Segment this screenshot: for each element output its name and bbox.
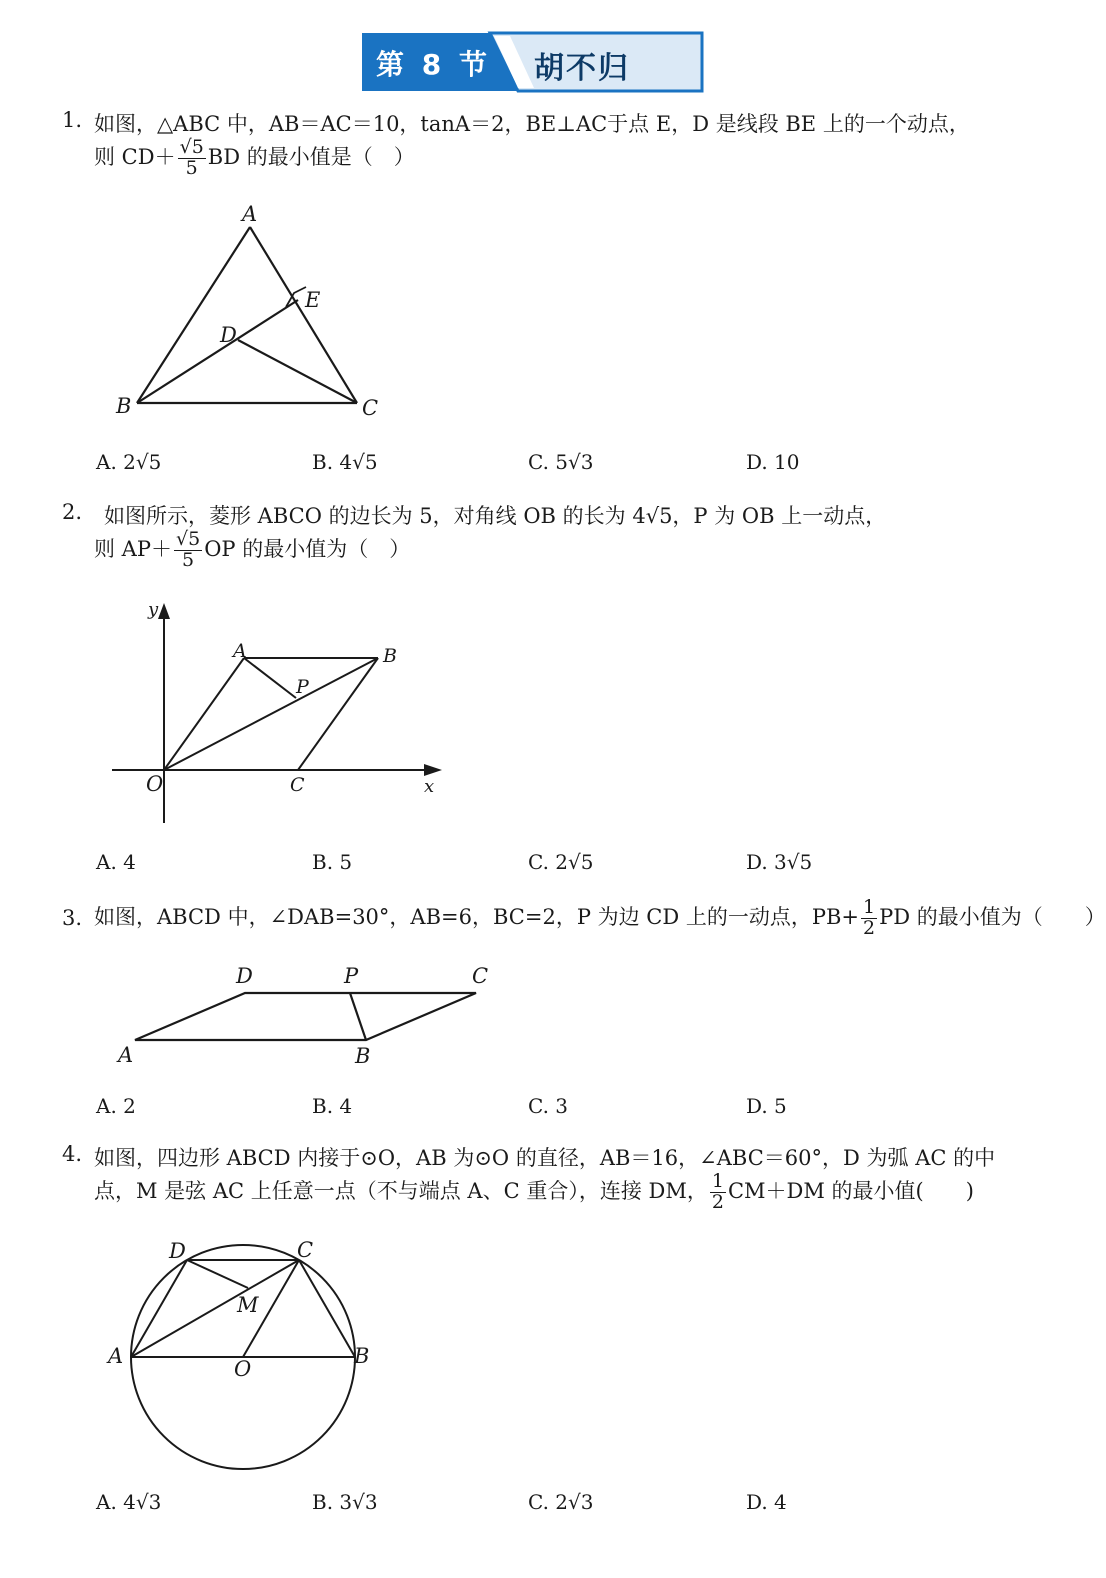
q3-label-c: C	[472, 964, 489, 988]
q1-option-a[interactable]: A. 2√5	[96, 450, 162, 474]
q2-frac-den: 5	[182, 548, 195, 571]
q3-line-pre: 如图，ABCD 中，∠DAB=30°，AB=6，BC=2，P 为边 CD 上的一动点，PB+	[94, 904, 860, 929]
q4-text-line2	[94, 1172, 974, 1213]
q3-figure	[100, 955, 520, 1075]
q2-label-p: P	[296, 676, 309, 698]
q3-label-b: B	[355, 1044, 371, 1068]
q4-label-d: D	[169, 1239, 186, 1263]
q1-number: 1.	[62, 108, 83, 132]
q3-option-c[interactable]: C. 3	[528, 1094, 569, 1118]
q2-x-arrow	[424, 764, 442, 776]
q4-figure	[100, 1230, 390, 1480]
q2-segment-ap	[244, 658, 296, 698]
q1-line2-post: BD 的最小值是（ ）	[207, 144, 415, 169]
q1-fraction	[178, 138, 206, 179]
q2-label-b: B	[383, 645, 397, 667]
q3-segment-pb	[350, 993, 366, 1040]
q2-option-b[interactable]: B. 5	[312, 850, 353, 874]
q3-option-b[interactable]: B. 4	[312, 1094, 353, 1118]
q1-side-ac	[250, 227, 357, 403]
q1-label-e: E	[305, 288, 321, 312]
q3-frac-den: 2	[863, 916, 876, 939]
q4-option-d[interactable]: D. 4	[746, 1490, 787, 1514]
q4-option-c[interactable]: C. 2√3	[528, 1490, 594, 1514]
q4-line2-post: CM＋DM 的最小值( )	[727, 1178, 974, 1203]
q2-figure	[100, 595, 460, 830]
q4-option-b[interactable]: B. 3√3	[312, 1490, 378, 1514]
q1-figure	[100, 195, 400, 425]
q1-option-c[interactable]: C. 5√3	[528, 450, 594, 474]
q1-line2-pre: 则 CD＋	[94, 144, 176, 169]
q1-segment-dc	[238, 340, 357, 403]
q4-fraction	[710, 1172, 726, 1213]
q4-option-a[interactable]: A. 4√3	[96, 1490, 162, 1514]
section-title: 胡不归	[534, 51, 630, 86]
q1-frac-num: √5	[179, 136, 204, 158]
q2-side-bc	[298, 658, 378, 770]
q3-label-a: A	[118, 1043, 134, 1067]
q2-y-arrow	[158, 603, 170, 619]
section-header	[362, 33, 704, 89]
q1-text-line1: 如图，△ABC 中，AB＝AC＝10，tanA＝2，BE⊥AC于点 E，D 是线段 BE 上的一个动点，	[94, 112, 970, 136]
q4-frac-den: 2	[711, 1190, 724, 1213]
q2-label-o: O	[146, 772, 164, 796]
q2-line2-post: OP 的最小值为（ ）	[204, 536, 411, 561]
q2-line2-pre: 则 AP＋	[94, 536, 172, 561]
q4-chord-ac	[131, 1260, 299, 1357]
q2-frac-num: √5	[175, 528, 201, 550]
q4-label-c: C	[297, 1238, 314, 1262]
q2-label-c: C	[290, 774, 305, 796]
q2-number: 2.	[62, 500, 83, 524]
q3-option-a[interactable]: A. 2	[96, 1094, 136, 1118]
q2-option-c[interactable]: C. 2√5	[528, 850, 594, 874]
q3-number: 3.	[62, 906, 83, 930]
q1-label-d: D	[220, 323, 237, 347]
q1-segment-be	[137, 300, 298, 403]
q2-option-d[interactable]: D. 3√5	[746, 850, 813, 874]
q4-frac-num: 1	[711, 1170, 724, 1192]
q3-text-line	[94, 898, 1106, 939]
q3-line-post: PD 的最小值为（ ）	[879, 904, 1106, 929]
q3-label-d: D	[236, 964, 253, 988]
q3-parallelogram	[135, 993, 476, 1040]
section-number: 第 8 节	[376, 48, 491, 81]
q2-fraction	[174, 530, 202, 571]
q2-option-a[interactable]: A. 4	[96, 850, 136, 874]
q2-side-oa	[164, 658, 244, 770]
q4-label-b: B	[354, 1344, 370, 1368]
q2-label-y: y	[148, 599, 159, 620]
q1-option-d[interactable]: D. 10	[746, 450, 800, 474]
q1-side-ab	[137, 227, 250, 403]
q3-fraction	[861, 898, 877, 939]
q1-label-c: C	[362, 396, 379, 420]
q4-label-o: O	[234, 1357, 252, 1381]
q3-frac-num: 1	[863, 896, 876, 918]
q1-label-b: B	[116, 394, 132, 418]
q1-option-b[interactable]: B. 4√5	[312, 450, 378, 474]
q4-label-a: A	[108, 1344, 124, 1368]
q4-side-ad	[131, 1260, 187, 1357]
q2-text-line2	[94, 530, 410, 571]
q2-label-x: x	[424, 776, 435, 797]
q3-option-d[interactable]: D. 5	[746, 1094, 787, 1118]
q3-label-p: P	[344, 964, 359, 988]
q2-text-line1: 如图所示，菱形 ABCO 的边长为 5，对角线 OB 的长为 4√5，P 为 OB 上一动点，	[104, 504, 887, 528]
q1-text-line2	[94, 138, 415, 179]
q2-diagonal-ob	[164, 658, 378, 770]
q4-text-line1: 如图，四边形 ABCD 内接于⊙O，AB 为⊙O 的直径，AB＝16，∠ABC＝60°，D 为弧 AC 的中	[94, 1146, 996, 1170]
q4-side-cb	[299, 1260, 355, 1357]
q4-number: 4.	[62, 1142, 83, 1166]
q4-label-m: M	[237, 1293, 259, 1317]
q4-line2-pre: 点，M 是弦 AC 上任意一点（不与端点 A、C 重合），连接 DM，	[94, 1178, 708, 1203]
q4-segment-dm	[187, 1260, 248, 1288]
q2-label-a: A	[233, 640, 247, 662]
q1-frac-den: 5	[185, 156, 198, 179]
q1-label-a: A	[242, 202, 258, 226]
